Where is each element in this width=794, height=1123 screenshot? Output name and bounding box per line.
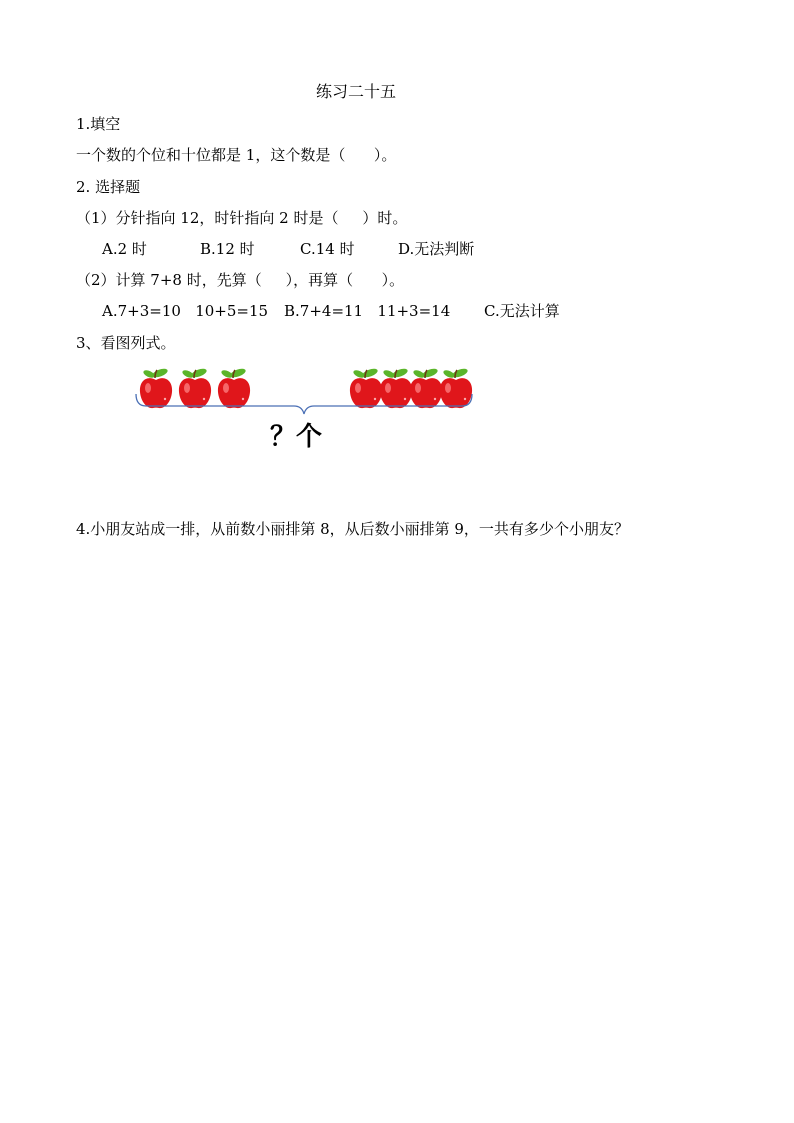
q2-sub2-option-a: A.7+3=10 10+5=15: [102, 302, 269, 320]
q2-heading: 2. 选择题: [76, 178, 141, 196]
q2-sub1-option-b: B.12 时: [200, 240, 255, 258]
q3-heading: 3、看图列式。: [76, 334, 176, 352]
q2-sub2-text: （2）计算 7+8 时，先算（ ），再算（ ）。: [76, 271, 405, 289]
q2-sub1-option-a: A.2 时: [102, 240, 147, 258]
q4-text: 4.小朋友站成一排，从前数小丽排第 8，从后数小丽排第 9，一共有多少个小朋友？: [76, 520, 629, 538]
q2-sub1-option-d: D.无法判断: [398, 240, 475, 258]
question-label: ？个: [270, 422, 323, 452]
bracket-brace: [134, 392, 474, 416]
q2-sub2-option-c: C.无法计算: [484, 302, 560, 320]
q1-text: 一个数的个位和十位都是 1，这个数是（ ）。: [76, 146, 397, 164]
q2-sub1-text: （1）分针指向 12，时针指向 2 时是（ ）时。: [76, 209, 408, 227]
q2-sub1-option-c: C.14 时: [300, 240, 355, 258]
q2-sub2-option-b: B.7+4=11 11+3=14: [284, 302, 451, 320]
q1-heading: 1.填空: [76, 115, 121, 133]
page-title: 练习二十五: [315, 82, 396, 101]
